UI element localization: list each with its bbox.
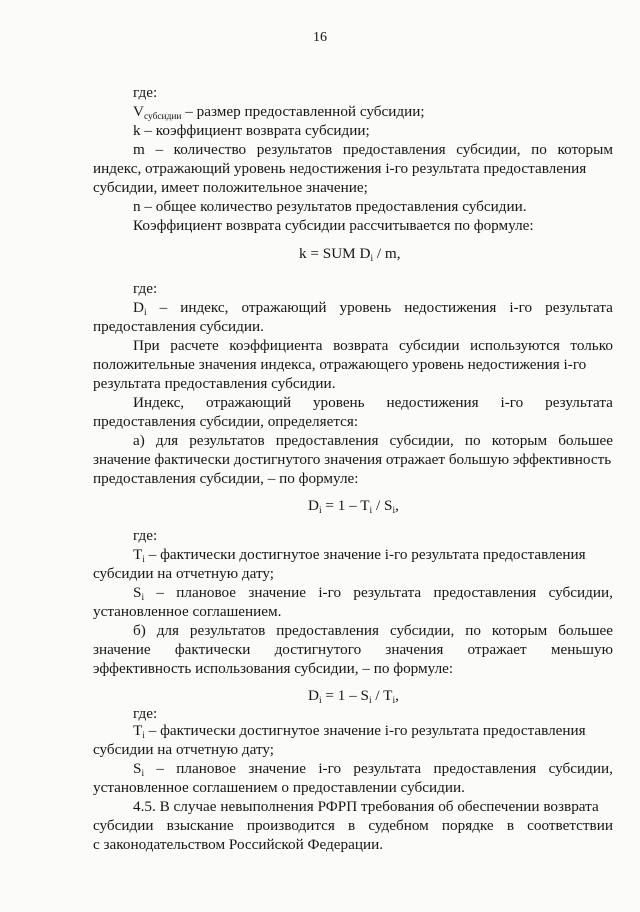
text-line: с законодательством Российской Федерации. [93,836,384,853]
subscript: i [392,695,396,706]
word: по [464,432,481,449]
subscript: i [369,505,373,516]
word: коэффициента [229,337,323,354]
word: по [531,141,547,158]
text-line: результата предоставления субсидии. [93,375,336,392]
word: – [156,760,164,777]
symbol: S [133,584,142,601]
word: фактически [174,641,251,658]
justified-line [133,622,613,640]
word: большее [558,622,613,639]
subscript: i [142,730,145,741]
word: субсидии, [548,760,613,777]
word: индекс, [180,299,229,316]
text-line: где: [133,84,158,101]
symbol-group [133,584,144,602]
word: судебном [368,817,429,834]
page-number: 16 [313,30,327,45]
word: субсидии, [389,432,454,449]
word: предоставления [433,584,537,601]
formula-part: = 1 – T [321,497,370,514]
subscript: i [392,505,396,516]
word: по [465,622,481,639]
word: которым [557,141,613,158]
line-text: – размер предоставленной субсидии; [181,103,425,120]
text-line: Коэффициент возврата субсидии рассчитывается по формуле: [133,217,534,234]
word: значения [385,641,444,658]
word: используются [469,337,560,354]
word: меньшую [550,641,613,658]
word: недостижения [386,394,479,411]
formula-part: , [395,687,399,704]
text-line [133,722,586,740]
subscript: i [370,253,374,264]
word: предоставления [275,432,379,449]
formula-part: = 1 – S [321,687,369,704]
formula-di-a [308,497,399,515]
text-line: где: [133,527,158,544]
word: плановое [176,584,237,601]
subscript: субсидии [143,111,182,122]
text-line [133,546,586,564]
word: а) [133,432,145,449]
word: количество [173,141,247,158]
formula-part: / m, [373,245,401,262]
word: производится [246,817,335,834]
justified-line [133,394,613,412]
justified-line [133,432,613,450]
word: значение [248,760,307,777]
word: результатов [256,141,333,158]
word: i-го [318,584,342,601]
word: расчете [170,337,219,354]
line-text: – фактически достигнутое значение i-го результата предоставления [144,722,586,739]
text-line: где: [133,705,158,722]
word: результатов [189,432,265,449]
word: значение [93,641,151,658]
formula-k [299,245,401,263]
justified-line [133,337,613,355]
text-line: индекс, отражающий уровень недостижения i-го результата предоставления [93,160,587,177]
word: субсидии, [389,622,455,639]
word: соответствии [527,817,613,834]
word: i-го [318,760,342,777]
word: субсидии, [456,141,521,158]
justified-line [133,141,613,159]
word: i-го [509,299,533,316]
word: отражающий [205,394,292,411]
word: результата [545,299,613,316]
subscript: i [318,695,322,706]
text-line: субсидии на отчетную дату; [93,741,275,758]
word: достигнутого [274,641,362,658]
word: – [156,584,164,601]
word: для [156,622,179,639]
text-line: значение фактически достигнутого значения отражает большую эффективность [93,451,612,468]
word: большее [558,432,613,449]
word: которым [491,622,548,639]
text-line: субсидии на отчетную дату; [93,565,275,582]
text-line: где: [133,280,158,297]
formula-di-b [308,687,399,705]
symbol: S [133,760,142,777]
formula-part: D [308,497,319,514]
symbol: T [133,546,143,563]
word: – [155,141,164,158]
word: предоставления [342,141,446,158]
justified-line [93,817,613,835]
word: б) [133,622,146,639]
word: – [159,299,168,316]
word: субсидии, [548,584,613,601]
justified-line [133,299,613,317]
word: результатов [189,622,266,639]
text-line: предоставления субсидии, определяется: [93,413,359,430]
word: недостижения [404,299,497,316]
symbol-group [133,760,144,778]
text-line: эффективность использования субсидии, – по формуле: [93,660,454,677]
text-line: установленное соглашением. [93,603,282,620]
text-line: субсидии, имеет положительное значение; [93,179,368,196]
word: в [348,817,356,834]
subscript: i [318,505,322,516]
formula-part: k = SUM D [299,245,371,262]
justified-line [133,760,613,778]
word: в [506,817,514,834]
word: плановое [176,760,237,777]
word: для [155,432,179,449]
word: предоставления [433,760,537,777]
justified-line [93,641,613,659]
text-line: предоставления субсидии, – по формуле: [93,470,359,487]
word: результата [545,394,613,411]
word: Индекс, [133,394,185,411]
text-line: предоставления субсидии. [93,318,264,335]
formula-part: D [308,687,319,704]
word: только [570,337,613,354]
text-line: n – общее количество результатов предоставления субсидии. [133,198,527,215]
word: которым [491,432,548,449]
word: возврата [333,337,389,354]
word: субсидии [398,337,460,354]
word: предоставления [276,622,380,639]
word: порядке [441,817,494,834]
word: результата [353,584,422,601]
word: значение [248,584,307,601]
word: результата [353,760,422,777]
symbol: D [133,299,144,316]
word: При [133,337,160,354]
text-line: 4.5. В случае невыполнения РФРП требования об обеспечении возврата [133,798,599,815]
word: отражающий [241,299,327,316]
symbol: T [133,722,143,739]
word: субсидии [93,817,154,834]
word: отражает [467,641,527,658]
subscript: i [142,554,145,565]
formula-part: / T [371,687,393,704]
subscript: i [141,592,145,603]
text-line [133,103,425,121]
text-line: k – коэффициент возврата субсидии; [133,122,370,139]
text-line: установленное соглашением о предоставлении субсидии. [93,779,465,796]
word: i-го [500,394,524,411]
line-text: – фактически достигнутое значение i-го результата предоставления [144,546,586,563]
word: m [133,141,145,158]
formula-part: , [395,497,399,514]
word: уровень [339,299,392,316]
formula-part: / S [372,497,393,514]
justified-line [133,584,613,602]
word: уровень [312,394,365,411]
text-line: положительные значения индекса, отражающего уровень недостижения i-го [93,356,587,373]
subscript: i [143,307,147,318]
subscript: i [141,768,145,779]
symbol: V [133,103,144,120]
subscript: i [368,695,372,706]
word: взыскание [166,817,234,834]
symbol-group [133,299,147,317]
